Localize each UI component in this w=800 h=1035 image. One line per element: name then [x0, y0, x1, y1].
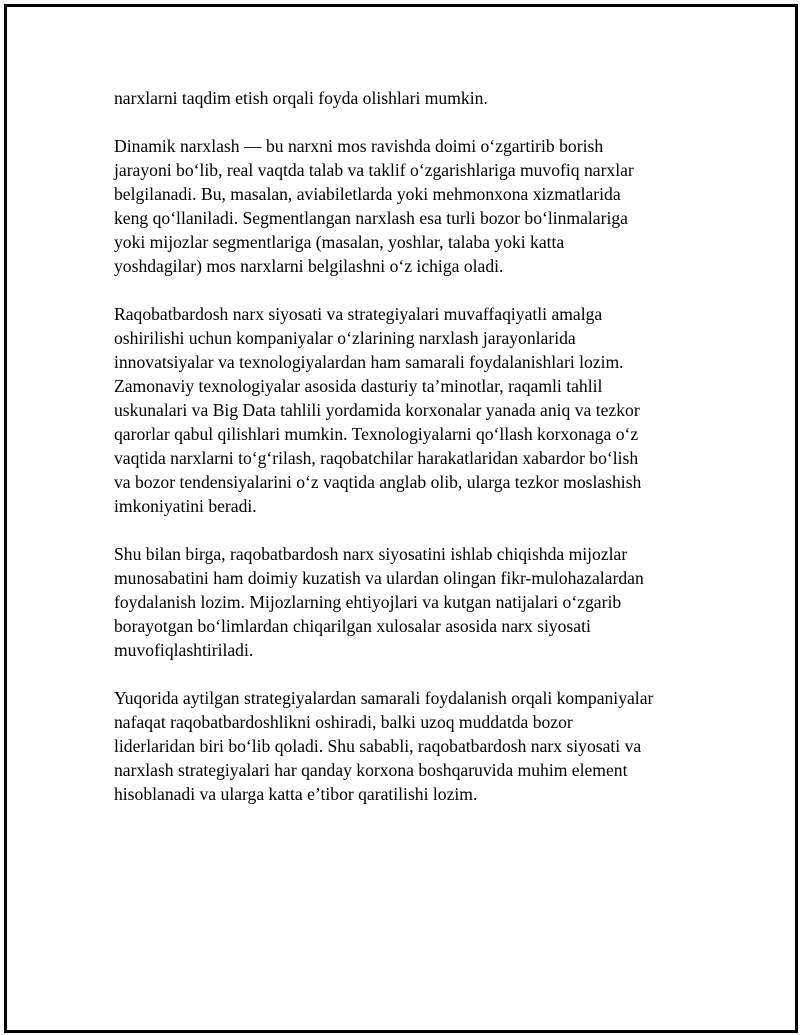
text-line: Shu bilan birga, raqobatbardosh narx siyosatini ishlab chiqishda mijozlar [114, 544, 628, 564]
text-line: innovatsiyalar va texnologiyalardan ham samarali foydalanishlari lozim. [114, 352, 624, 372]
paragraph-2 [114, 134, 694, 278]
text-line: uskunalari va Big Data tahlili yordamida korxonalar yanada aniq va tezkor [114, 400, 640, 420]
text-line: liderlaridan biri bo‘lib qoladi. Shu sababli, raqobatbardosh narx siyosati va [114, 736, 642, 756]
text-line: jarayoni bo‘lib, real vaqtda talab va taklif o‘zgarishlariga muvofiq narxlar [114, 160, 634, 180]
text-line: Zamonaviy texnologiyalar asosida dasturiy ta’minotlar, raqamli tahlil [114, 376, 603, 396]
text-line: oshirilishi uchun kompaniyalar o‘zlarining narxlash jarayonlarida [114, 328, 576, 348]
paragraph-3 [114, 302, 694, 518]
text-line: Yuqorida aytilgan strategiyalardan samarali foydalanish orqali kompaniyalar [114, 688, 654, 708]
text-line: va bozor tendensiyalarini o‘z vaqtida anglab olib, ularga tezkor moslashish [114, 472, 642, 492]
text-line: narxlarni taqdim etish orqali foyda olishlari mumkin. [114, 88, 488, 108]
paragraph-1 [114, 86, 694, 110]
text-line: nafaqat raqobatbardoshlikni oshiradi, balki uzoq muddatda bozor [114, 712, 573, 732]
document-body [114, 86, 694, 830]
text-line: imkoniyatini beradi. [114, 496, 257, 516]
text-line: yoshdagilar) mos narxlarni belgilashni o‘z ichiga oladi. [114, 256, 504, 276]
text-line: narxlash strategiyalari har qanday korxona boshqaruvida muhim element [114, 760, 628, 780]
paragraph-5 [114, 686, 694, 806]
text-line: vaqtida narxlarni to‘g‘rilash, raqobatchilar harakatlaridan xabardor bo‘lish [114, 448, 639, 468]
text-line: Dinamik narxlash — bu narxni mos ravishda doimi o‘zgartirib borish [114, 136, 604, 156]
text-line: qarorlar qabul qilishlari mumkin. Texnologiyalarni qo‘llash korxonaga o‘z [114, 424, 639, 444]
text-line: foydalanish lozim. Mijozlarning ehtiyojlari va kutgan natijalari o‘zgarib [114, 592, 622, 612]
text-line: Raqobatbardosh narx siyosati va strategiyalari muvaffaqiyatli amalga [114, 304, 603, 324]
text-line: borayotgan bo‘limlardan chiqarilgan xulosalar asosida narx siyosati [114, 616, 591, 636]
text-line: yoki mijozlar segmentlariga (masalan, yoshlar, talaba yoki katta [114, 232, 565, 252]
text-line: muvofiqlashtiriladi. [114, 640, 254, 660]
text-line: keng qo‘llaniladi. Segmentlangan narxlash esa turli bozor bo‘linmalariga [114, 208, 628, 228]
paragraph-4 [114, 542, 694, 662]
text-line: belgilanadi. Bu, masalan, aviabiletlarda yoki mehmonxona xizmatlarida [114, 184, 621, 204]
text-line: munosabatini ham doimiy kuzatish va ulardan olingan fikr-mulohazalardan [114, 568, 644, 588]
text-line: hisoblanadi va ularga katta e’tibor qaratilishi lozim. [114, 784, 478, 804]
